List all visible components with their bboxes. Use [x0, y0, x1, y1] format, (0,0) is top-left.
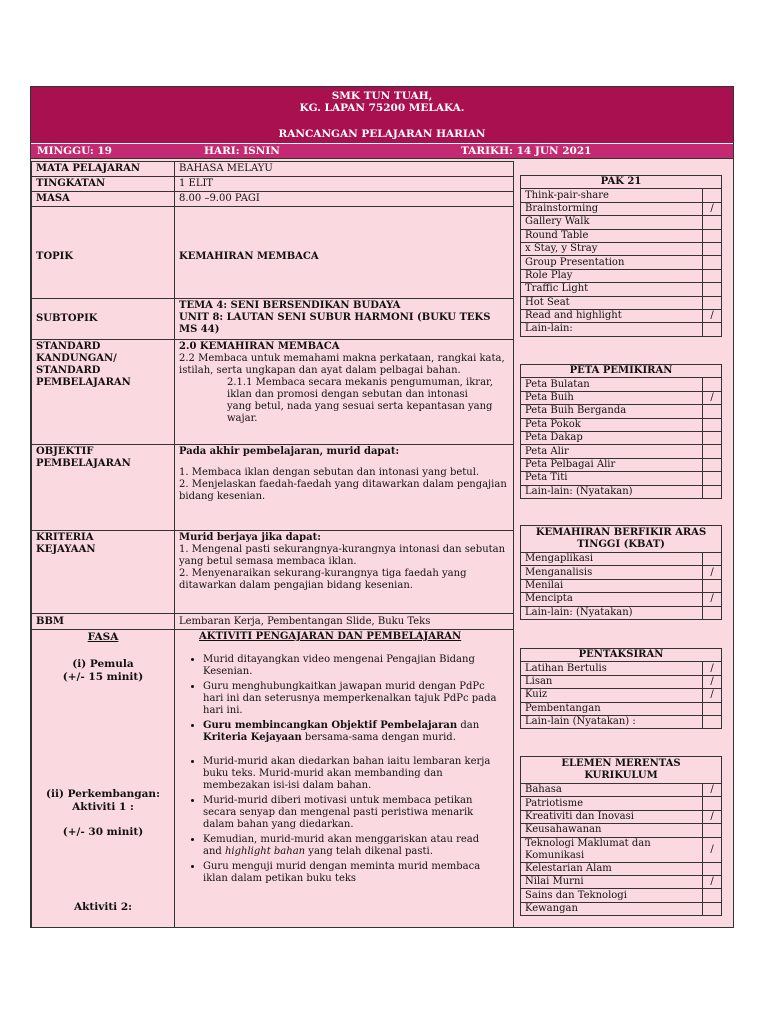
lesson-plan-sheet	[30, 86, 734, 928]
standard-learning: 2.1.1 Membaca secara mekanis pengumuman, ikrar, iklan dan promosi dengan sebutan dan intonasi yang betul, nada yang sesuai serta kepantasan yang wajar.	[227, 377, 493, 424]
activities-heading: AKTIVITI PENGAJARAN DAN PEMBELAJARAN	[199, 631, 462, 642]
pak21-row	[521, 323, 722, 336]
pentaksiran-item-mark: /	[703, 689, 722, 702]
emk-row	[521, 902, 722, 915]
peta-row	[521, 405, 722, 418]
fasa-column	[31, 629, 175, 928]
pentaksiran-title: PENTAKSIRAN	[521, 649, 722, 662]
activities-list-2	[179, 756, 499, 885]
peta-item-label: Peta Pokok	[521, 418, 703, 431]
subject-label: MATA PELAJARAN	[31, 161, 175, 177]
peta-item-mark: /	[703, 391, 722, 404]
pak21-item-mark	[703, 242, 722, 255]
fasa-heading: FASA	[87, 631, 119, 643]
emk-item-mark	[703, 889, 722, 902]
pentaksiran-item-label: Lain-lain (Nyatakan) :	[521, 715, 703, 728]
fasa-perkembangan: (ii) Perkembangan:	[46, 788, 160, 800]
pak21-item-mark	[703, 269, 722, 282]
pak21-item-label: Think-pair-share	[521, 189, 703, 202]
criteria-label: KRITERIA KEJAYAAN	[31, 530, 175, 614]
kbat-item-mark	[703, 606, 722, 619]
pentaksiran-item-mark: /	[703, 662, 722, 675]
pentaksiran-item-label: Pembentangan	[521, 702, 703, 715]
emk-row	[521, 797, 722, 810]
emk-table	[520, 756, 722, 916]
objective-value	[174, 444, 514, 531]
kbat-table	[520, 525, 722, 620]
pak21-title: PAK 21	[521, 176, 722, 189]
emk-item-label: Kewangan	[521, 902, 703, 915]
activity-item: • Guru menghubungkaitkan jawapan murid dengan PdPc hari ini dan seterusnya memperkenalkan tajuk PdPc pada hari ini.	[203, 681, 499, 717]
kbat-item-mark: /	[703, 566, 722, 579]
criteria-item-1: 1. Mengenal pasti sekurangnya-kurangnya intonasi dan sebutan yang betul semasa membaca iklan.	[179, 544, 506, 567]
activity-item: • Murid-murid diberi motivasi untuk membaca petikan secara senyap dan mengenal pasti peristiwa menarik dalam bahan yang diedarkan.	[203, 795, 499, 831]
pak21-row	[521, 256, 722, 269]
pak21-table	[520, 175, 722, 337]
emk-item-label: Teknologi Maklumat dan Komunikasi	[521, 837, 703, 862]
peta-row	[521, 391, 722, 404]
peta-row	[521, 458, 722, 471]
peta-item-label: Lain-lain: (Nyatakan)	[521, 485, 703, 498]
peta-item-mark	[703, 485, 722, 498]
pak21-item-mark	[703, 323, 722, 336]
standard-label: STANDARD KANDUNGAN/ STANDARD PEMBELAJARAN	[31, 339, 175, 445]
standard-heading: 2.0 KEMAHIRAN MEMBACA	[179, 341, 340, 352]
document-title: RANCANGAN PELAJARAN HARIAN	[278, 128, 486, 140]
pak21-item-label: Lain-lain:	[521, 323, 703, 336]
fasa-perkembangan-time: (+/- 30 minit)	[62, 826, 144, 838]
emk-row	[521, 784, 722, 797]
pak21-row	[521, 189, 722, 202]
subject-value: BAHASA MELAYU	[174, 161, 514, 177]
peta-item-mark	[703, 472, 722, 485]
pak21-item-label: x Stay, y Stray	[521, 242, 703, 255]
pak21-row	[521, 229, 722, 242]
emk-item-label: Kelestarian Alam	[521, 862, 703, 875]
peta-row	[521, 418, 722, 431]
peta-item-label: Peta Buih Berganda	[521, 405, 703, 418]
objective-label: OBJEKTIF PEMBELAJARAN	[31, 444, 175, 531]
pentaksiran-item-mark: /	[703, 675, 722, 688]
school-address: KG. LAPAN 75200 MELAKA.	[299, 102, 465, 114]
info-bar	[31, 143, 733, 159]
objective-heading: Pada akhir pembelajaran, murid dapat:	[179, 446, 400, 457]
pak21-row	[521, 309, 722, 322]
pak21-item-mark: /	[703, 202, 722, 215]
peta-item-label: Peta Titi	[521, 472, 703, 485]
subtopic-theme: TEMA 4: SENI BERSENDIKAN BUDAYA	[179, 300, 401, 311]
pak21-item-mark	[703, 256, 722, 269]
form-value: 1 ELIT	[174, 176, 514, 192]
standard-content: 2.2 Membaca untuk memahami makna perkataan, rangkai kata, istilah, serta ungkapan dan ayat dalam pelbagai bahan.	[179, 353, 505, 376]
peta-title: PETA PEMIKIRAN	[521, 365, 722, 378]
emk-row	[521, 889, 722, 902]
pak21-item-mark	[703, 229, 722, 242]
time-label: MASA	[31, 191, 175, 207]
pak21-item-mark	[703, 283, 722, 296]
pak21-item-mark: /	[703, 309, 722, 322]
pak21-row	[521, 202, 722, 215]
activity-item: • Guru menguji murid dengan meminta murid membaca iklan dalam petikan buku teks	[203, 861, 499, 885]
emk-item-mark	[703, 824, 722, 837]
peta-item-label: Peta Alir	[521, 445, 703, 458]
kbat-item-mark: /	[703, 593, 722, 606]
form-label: TINGKATAN	[31, 176, 175, 192]
pak21-item-label: Gallery Walk	[521, 216, 703, 229]
pak21-item-label: Read and highlight	[521, 309, 703, 322]
pentaksiran-row	[521, 702, 722, 715]
pak21-item-label: Hot Seat	[521, 296, 703, 309]
peta-item-mark	[703, 405, 722, 418]
peta-row	[521, 378, 722, 391]
peta-item-mark	[703, 445, 722, 458]
emk-item-mark: /	[703, 810, 722, 823]
topic-value: KEMAHIRAN MEMBACA	[174, 206, 514, 299]
peta-row	[521, 431, 722, 444]
peta-row	[521, 485, 722, 498]
kbat-item-mark	[703, 553, 722, 566]
pentaksiran-row	[521, 715, 722, 728]
emk-row	[521, 810, 722, 823]
pentaksiran-row	[521, 689, 722, 702]
pak21-item-label: Role Play	[521, 269, 703, 282]
pak21-row	[521, 283, 722, 296]
kbat-row	[521, 606, 722, 619]
school-name: SMK TUN TUAH,	[331, 90, 433, 102]
subtopic-value	[174, 298, 514, 340]
pentaksiran-item-mark	[703, 715, 722, 728]
objective-item-2: 2. Menjelaskan faedah-faedah yang ditawarkan dalam pengajian bidang kesenian.	[179, 479, 507, 502]
kbat-row	[521, 579, 722, 592]
pak21-item-label: Traffic Light	[521, 283, 703, 296]
subtopic-unit: UNIT 8: LAUTAN SENI SUBUR HARMONI (BUKU TEKS MS 44)	[179, 312, 491, 335]
fasa-pemula-time: (+/- 15 minit)	[62, 671, 144, 683]
header-banner	[31, 87, 733, 143]
emk-item-label: Bahasa	[521, 784, 703, 797]
pak21-item-label: Round Table	[521, 229, 703, 242]
emk-item-mark: /	[703, 784, 722, 797]
emk-row	[521, 824, 722, 837]
criteria-value	[174, 530, 514, 614]
peta-item-label: Peta Dakap	[521, 431, 703, 444]
kbat-item-label: Mencipta	[521, 593, 703, 606]
emk-item-label: Patriotisme	[521, 797, 703, 810]
standard-value	[174, 339, 514, 445]
kbat-row	[521, 593, 722, 606]
fasa-aktiviti-2: Aktiviti 2:	[73, 901, 133, 913]
pak21-item-mark	[703, 296, 722, 309]
objective-item-1: 1. Membaca iklan dengan sebutan dan intonasi yang betul.	[179, 467, 480, 478]
kbat-title: KEMAHIRAN BERFIKIR ARAS TINGGI (KBAT)	[521, 526, 722, 553]
kbat-item-label: Menganalisis	[521, 566, 703, 579]
emk-item-mark	[703, 902, 722, 915]
peta-table	[520, 364, 722, 499]
pentaksiran-item-mark	[703, 702, 722, 715]
emk-item-mark	[703, 862, 722, 875]
activity-item: • Murid ditayangkan video mengenai Pengajian Bidang Kesenian.	[203, 654, 499, 678]
criteria-heading: Murid berjaya jika dapat:	[179, 532, 321, 543]
kbat-item-mark	[703, 579, 722, 592]
activity-item: • Guru membincangkan Objektif Pembelajaran dan Kriteria Kejayaan bersama-sama dengan murid.	[203, 720, 499, 744]
week-label: MINGGU: 19	[37, 145, 112, 157]
pak21-item-mark	[703, 189, 722, 202]
peta-item-label: Peta Pelbagai Alir	[521, 458, 703, 471]
peta-row	[521, 445, 722, 458]
pak21-item-label: Group Presentation	[521, 256, 703, 269]
emk-row	[521, 837, 722, 862]
peta-item-mark	[703, 378, 722, 391]
kbat-row	[521, 553, 722, 566]
pentaksiran-item-label: Lisan	[521, 675, 703, 688]
pak21-row	[521, 269, 722, 282]
bbm-value: Lembaran Kerja, Pembentangan Slide, Buku Teks	[174, 613, 514, 630]
pentaksiran-item-label: Latihan Bertulis	[521, 662, 703, 675]
kbat-row	[521, 566, 722, 579]
pentaksiran-table	[520, 648, 722, 729]
peta-item-mark	[703, 431, 722, 444]
peta-row	[521, 472, 722, 485]
emk-title: ELEMEN MERENTAS KURIKULUM	[521, 757, 722, 784]
kbat-item-label: Menilai	[521, 579, 703, 592]
peta-item-mark	[703, 458, 722, 471]
emk-row	[521, 862, 722, 875]
emk-item-label: Nilai Murni	[521, 875, 703, 888]
emk-item-mark: /	[703, 837, 722, 862]
emk-item-label: Keusahawanan	[521, 824, 703, 837]
emk-row	[521, 875, 722, 888]
peta-item-mark	[703, 418, 722, 431]
pak21-row	[521, 242, 722, 255]
pentaksiran-row	[521, 675, 722, 688]
fasa-aktiviti-1: Aktiviti 1 :	[72, 801, 134, 813]
pentaksiran-item-label: Kuiz	[521, 689, 703, 702]
peta-item-label: Peta Bulatan	[521, 378, 703, 391]
activity-item: • Kemudian, murid-murid akan menggariskan atau read and highlight bahan yang telah dikenal pasti.	[203, 834, 499, 858]
emk-item-mark: /	[703, 875, 722, 888]
pak21-item-mark	[703, 216, 722, 229]
emk-item-label: Kreativiti dan Inovasi	[521, 810, 703, 823]
pentaksiran-row	[521, 662, 722, 675]
bbm-label: BBM	[31, 613, 175, 630]
pak21-row	[521, 216, 722, 229]
emk-item-label: Sains dan Teknologi	[521, 889, 703, 902]
kbat-item-label: Mengaplikasi	[521, 553, 703, 566]
peta-item-label: Peta Buih	[521, 391, 703, 404]
emk-item-mark	[703, 797, 722, 810]
date-label: TARIKH: 14 JUN 2021	[461, 145, 592, 157]
fasa-pemula: (i) Pemula	[72, 658, 134, 670]
activities-column	[174, 629, 514, 928]
kbat-item-label: Lain-lain: (Nyatakan)	[521, 606, 703, 619]
activities-list-1	[179, 654, 499, 744]
pak21-row	[521, 296, 722, 309]
pak21-item-label: Brainstorming	[521, 202, 703, 215]
time-value: 8.00 –9.00 PAGI	[174, 191, 514, 207]
subtopic-label: SUBTOPIK	[31, 298, 175, 340]
criteria-item-2: 2. Menyenaraikan sekurang-kurangnya tiga faedah yang ditawarkan dalam pengajian bidang kesenian.	[179, 568, 467, 591]
day-label: HARI: ISNIN	[204, 145, 280, 157]
topic-label: TOPIK	[31, 206, 175, 299]
activity-item: • Murid-murid akan diedarkan bahan iaitu lembaran kerja buku teks. Murid-murid akan membanding dan membezakan isi-isi dalam bahan.	[203, 756, 499, 792]
